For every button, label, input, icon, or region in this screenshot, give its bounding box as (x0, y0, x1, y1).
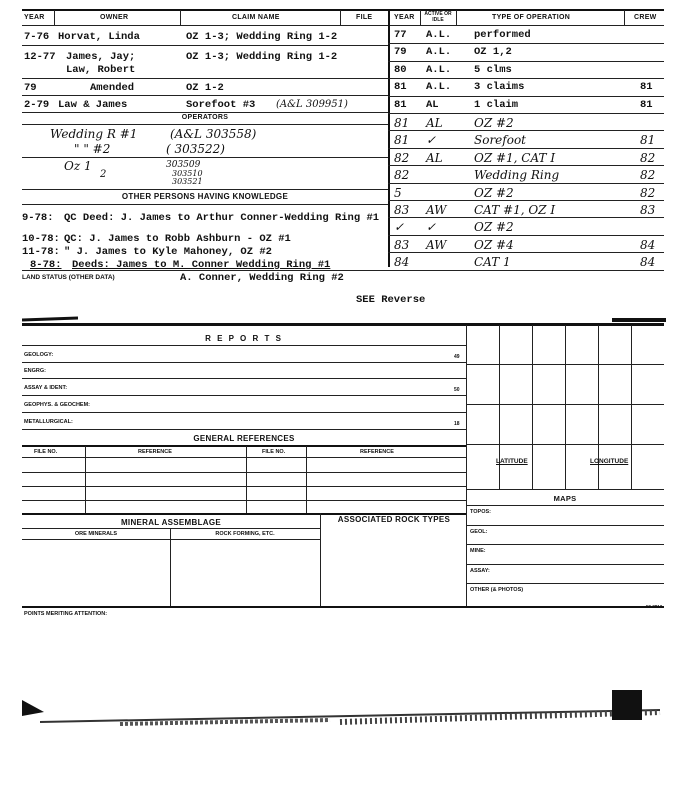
operation-year: 81 (394, 133, 410, 148)
maps-topos-label: TOPOS: (470, 509, 491, 515)
owner-row-file: (A&L 309951) (276, 99, 348, 110)
operator-entry: (A&L 303558) (170, 127, 257, 141)
other-person-date: 11-78: (22, 246, 60, 258)
maps-assay-label: ASSAY: (470, 568, 490, 574)
other-person-text: " J. James to Kyle Mahoney, OZ #2 (64, 246, 272, 258)
operation-crew: 81 (640, 81, 653, 94)
operator-entry: Wedding R #1 (50, 127, 138, 141)
operation-year: 84 (394, 255, 410, 270)
owner-row-owner: Law & James (58, 99, 128, 111)
other-person-text: QC Deed: J. James to Arthur Conner-Wedding Ring #1 (64, 212, 380, 224)
ore-minerals-label: ORE MINERALS (74, 531, 118, 537)
other-person-date: 8-78: (30, 259, 62, 271)
maps-geol-label: GEOL: (470, 529, 488, 535)
operation-status: A.L. (426, 63, 452, 76)
operation-year: ✓ (394, 220, 405, 235)
ref-col-file-2: FILE NO. (262, 449, 286, 455)
operation-crew: 82 (640, 150, 656, 165)
report-label: GEOLOGY: (24, 352, 54, 358)
operation-type: Wedding Ring (474, 168, 560, 183)
operation-status: AL (426, 98, 439, 111)
header-year-right: YEAR (394, 14, 415, 21)
operator-entry: 303521 (172, 177, 203, 186)
land-status-label: LAND STATUS (OTHER DATA) (22, 274, 115, 281)
report-label: ASSAY & IDENT: (24, 385, 68, 391)
report-number: 18 (454, 421, 460, 427)
operation-year: 81 (394, 98, 407, 111)
owner-row-claim: OZ 1-3; Wedding Ring 1-2 (186, 31, 338, 43)
operator-entry: 303510 (172, 169, 203, 178)
operation-crew: 81 (640, 98, 653, 111)
operation-year: 83 (394, 237, 410, 252)
operation-type: 1 claim (474, 98, 519, 111)
operation-year: 82 (394, 150, 410, 165)
operation-year: 79 (394, 46, 407, 59)
reports-title: R E P O R T S (205, 334, 283, 343)
scan-artifact-right (612, 314, 666, 324)
operation-status: A.L. (426, 46, 452, 59)
points-meriting-attention-label: POINTS MERITING ATTENTION: (24, 611, 108, 617)
header-crew: CREW (634, 14, 657, 21)
operation-status: AW (426, 203, 447, 217)
associated-rock-types-label: ASSOCIATED ROCK TYPES (337, 515, 451, 524)
form-code: 59 7812 (646, 604, 663, 609)
owner-row-claim: OZ 1-2 (186, 82, 224, 94)
report-number: 50 (454, 387, 460, 393)
longitude-label: LONGITUDE (590, 458, 629, 465)
scan-artifact-left (22, 314, 78, 322)
other-person-date: 9-78: (22, 212, 54, 224)
header-type-operation: TYPE OF OPERATION (492, 14, 571, 21)
report-number: 49 (454, 354, 460, 360)
operation-year: 80 (394, 63, 407, 76)
scan-artifact-band (0, 680, 678, 770)
owner-row-owner: Law, Robert (66, 64, 136, 76)
operation-year: 81 (394, 81, 407, 94)
operation-status: AW (426, 237, 447, 252)
owner-row-owner: Amended (90, 82, 135, 94)
operation-type: 3 claims (474, 81, 525, 94)
operation-type: CAT 1 (474, 255, 511, 270)
owner-row-year: 7-76 (24, 31, 50, 43)
operation-status: AL (426, 116, 443, 130)
owner-row-owner: James, Jay; (66, 51, 136, 63)
other-person-text: QC: J. James to Robb Ashburn - OZ #1 (64, 233, 291, 245)
operation-type: OZ #2 (474, 220, 514, 235)
ref-col-reference-1: REFERENCE (138, 449, 172, 455)
header-year: YEAR (24, 14, 45, 21)
other-person-text: Deeds: James to M. Conner Wedding Ring #1 (72, 259, 331, 271)
header-claim-name: CLAIM NAME (232, 14, 280, 21)
operation-year: 83 (394, 203, 410, 217)
mineral-assemblage-title: MINERAL ASSEMBLAGE (120, 518, 222, 527)
operation-crew: 84 (640, 237, 656, 252)
maps-other-label: OTHER (& PHOTOS) (470, 587, 524, 593)
header-active-idle: ACTIVE OR IDLE (424, 11, 452, 23)
operation-crew: 82 (640, 168, 656, 183)
see-reverse-note: SEE Reverse (356, 294, 426, 306)
latitude-label: LATITUDE (496, 458, 528, 465)
report-label: GEOPHYS. & GEOCHEM: (24, 402, 91, 408)
operators-label: OPERATORS (181, 114, 229, 121)
operation-crew: 82 (640, 185, 656, 200)
operation-year: 77 (394, 29, 407, 41)
operation-status: A.L. (426, 81, 452, 94)
header-file: FILE (356, 14, 373, 21)
operator-entry: 303509 (166, 160, 201, 170)
operation-type: OZ 1,2 (474, 46, 512, 59)
land-status-value: A. Conner, Wedding Ring #2 (180, 272, 344, 284)
owner-row-year: 2-79 (24, 99, 50, 111)
maps-mine-label: MINE: (470, 548, 486, 554)
maps-title: MAPS (553, 494, 577, 503)
operation-status: ✓ (426, 133, 437, 148)
operation-type: Sorefoot (474, 133, 526, 148)
ref-col-file-1: FILE NO. (34, 449, 58, 455)
operator-entry: 2 (100, 169, 107, 180)
owner-row-claim: OZ 1-3; Wedding Ring 1-2 (186, 51, 338, 63)
operator-entry: Oz 1 (64, 159, 92, 173)
owner-row-owner: Horvat, Linda (58, 31, 140, 43)
operation-status: ✓ (426, 220, 437, 235)
report-label: METALLURGICAL: (24, 419, 73, 425)
operation-year: 81 (394, 116, 410, 130)
rock-forming-label: ROCK FORMING, ETC. (215, 531, 275, 537)
other-person-date: 10-78: (22, 233, 60, 245)
ref-col-reference-2: REFERENCE (360, 449, 394, 455)
general-references-title: GENERAL REFERENCES (193, 434, 295, 443)
operation-crew: 83 (640, 203, 656, 217)
operation-type: OZ #1, CAT I (474, 150, 556, 165)
operation-crew: 81 (640, 133, 656, 148)
operation-crew: 84 (640, 255, 656, 270)
operation-type: OZ #4 (474, 237, 514, 252)
operation-type: OZ #2 (474, 185, 514, 200)
operation-status: AL (426, 150, 443, 165)
operator-entry: ( 303522) (166, 142, 225, 156)
owner-row-year: 79 (24, 82, 37, 94)
operation-status: A.L. (426, 29, 452, 41)
operation-type: performed (474, 29, 531, 41)
other-persons-label: OTHER PERSONS HAVING KNOWLEDGE (121, 192, 289, 201)
operation-year: 5 (394, 185, 402, 200)
operation-type: CAT #1, OZ I (474, 203, 556, 217)
operation-type: OZ #2 (474, 116, 514, 130)
operation-type: 5 clms (474, 63, 512, 76)
operator-entry: " " #2 (74, 142, 111, 156)
operation-year: 82 (394, 168, 410, 183)
header-owner: OWNER (100, 14, 129, 21)
report-label: ENGRG: (24, 368, 46, 374)
owner-row-year: 12-77 (24, 51, 56, 63)
owner-row-claim: Sorefoot #3 (186, 99, 256, 111)
